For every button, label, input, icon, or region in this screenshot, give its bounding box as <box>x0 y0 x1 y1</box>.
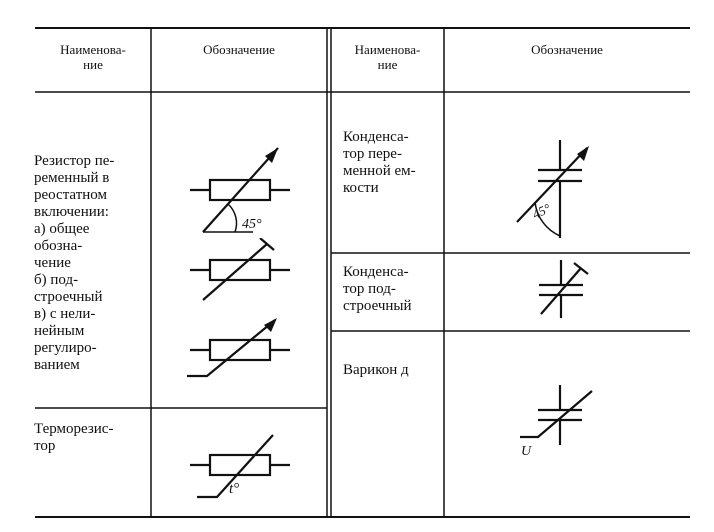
temperature-label: t° <box>229 481 240 497</box>
header-name-left: Наименова- ние <box>60 42 126 72</box>
variable-resistor-symbol <box>185 140 305 240</box>
thermistor-name: Терморезис- тор <box>34 421 114 454</box>
header-name-right: Наименова- ние <box>354 42 421 72</box>
voltage-label: U <box>521 444 532 459</box>
angle-label: 45° <box>242 217 262 232</box>
trimmer-capacitor-symbol <box>525 260 605 320</box>
capacitor-angle-label: 45° <box>529 200 553 222</box>
nonlinear-resistor-symbol <box>185 312 305 392</box>
thermistor-symbol <box>185 425 305 510</box>
varicond-symbol <box>510 385 610 460</box>
variable-capacitor-name: Конденса- тор пере- менной ем- кости <box>343 129 416 196</box>
varicond-name: Варикон д <box>343 362 409 378</box>
header-symbol-right: Обозначение <box>531 42 603 57</box>
variable-resistor-name: Резистор пе- ременный в реостатном включении: а) общее обозна- чение б) под- строечный в) с нели- нейным регулиро- ванием <box>34 153 115 373</box>
trimmer-resistor-symbol <box>185 238 305 308</box>
trimmer-capacitor-name: Конденса- тор под- строечный <box>343 264 412 314</box>
header-symbol-left: Обозначение <box>203 42 275 57</box>
variable-capacitor-symbol <box>505 140 625 245</box>
